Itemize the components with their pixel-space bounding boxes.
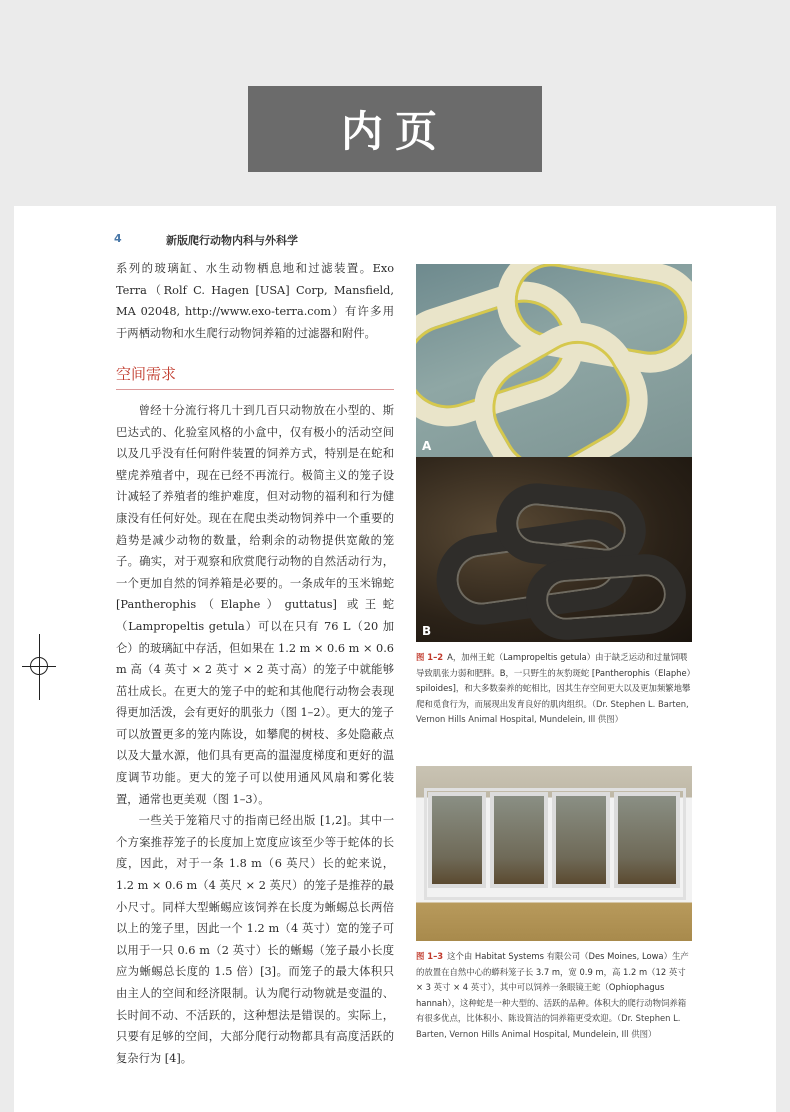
snake-coil-shape — [523, 552, 688, 642]
enclosure-panel — [614, 792, 680, 888]
banner-title: 内页 — [340, 107, 449, 156]
photo-label-b: B — [422, 624, 432, 638]
figure-caption — [416, 949, 692, 1043]
book-page — [14, 206, 776, 1112]
intro-paragraph: 系列的玻璃缸、水生动物栖息地和过滤装置。Exo Terra（Rolf C. Hagen [USA] Corp, Mansfield, MA 02048, http://www.exo-terra.com）有许多用于两栖动物和水生爬行动物饲养箱的过滤器和附件。 — [116, 262, 394, 340]
enclosure-panel — [552, 792, 610, 888]
banner — [248, 86, 542, 172]
figure-tag: 图 1–3 — [416, 950, 444, 961]
section-heading: 空间需求 — [116, 364, 394, 390]
book-title: 新版爬行动物内科与外科学 — [166, 234, 298, 247]
caption-text: A，加州王蛇（Lampropeltis getula）由于缺乏运动和过量饲喂导致肌张力弱和肥胖。B，一只野生的灰豹斑蛇 [Pantherophis（Elaphe）spiloides]，和大多数秦养的蛇相比，因其生存空间更大以及更加频繁地攀爬和觅食行为，而展现出发育良好的肌肉组织。 — [416, 652, 691, 709]
right-figure-column — [416, 264, 692, 1043]
caption-credit: （Dr. Stephen L. Barten, Vernon Hills Animal Hospital, Mundelein, Ill 供图） — [416, 1013, 681, 1039]
figure-photo-b — [416, 457, 692, 642]
figure-photo-c — [416, 766, 692, 941]
enclosure-panel — [490, 792, 548, 888]
left-text-column — [116, 258, 394, 1069]
figure-photo-a — [416, 264, 692, 457]
caption-credit: （Dr. Stephen L. Barten, Vernon Hills Animal Hospital, Mundelein, Ill 供图） — [416, 698, 689, 725]
body-paragraph: 曾经十分流行将几十到几百只动物放在小型的、斯巴达式的、化验室风格的小盒中，仅有极小的活动空间以及几乎没有任何附件装置的饲养方式，特别是在蛇和壁虎养殖者中，现在已经不再流行。极简主义的笼子设计减轻了养殖者的维护难度，但对动物的福利和行为健康没有任何好处。现在在爬虫类动物饲养中一个重要的趋势是减少动物的数量，给剩余的动物提供宽敞的笼子。确实，对于观察和欣赏爬行动物的自然活动行为，一个更加自然的饲养箱是必要的。一条成年的玉米锦蛇 [Pantherophis（Elaphe）guttatus] 或王蛇（Lampropeltis getula）可以在只有 76 L（20 加仑）的玻璃缸中存活，但如果在 1.2 m × 0.6 m × 0.6 m 高（4 英寸 × 2 英寸 × 2 英寸高）的笼子中就能够茁壮成长。在更大的笼子中的蛇和其他爬行动物会表现得更加活泼，会有更好的肌张力（图 1–2）。更大的笼子可以放置更多的笼内陈设，如攀爬的树枝、多处隐蔽点以及大量水源，他们具有更高的温湿度梯度和更好的温度调节功能。更大的笼子可以使用通风风扇和雾化装置，通常也更美观（图 1–3）。 — [116, 403, 394, 806]
crop-mark-icon — [22, 634, 56, 700]
body-paragraph: 一些关于笼箱尺寸的指南已经出版 [1,2]。其中一个方案推荐笼子的长度加上宽度应该至少等于蛇体的长度，因此，对于一条 1.8 m（6 英尺）长的蛇来说，1.2 m × 0.6 m（4 英尺 × 2 英尺）的笼子是推荐的最小尺寸。同样大型蜥蜴应该饲养在长度为蜥蜴总长两倍以上的笼子里，因此一个 1.2 m（4 英寸）宽的笼子可以用于一只 0.6 m（2 英寸）长的蜥蜴（笼子最小长度应为蜥蜴总长度的 1.5 倍）[3]。而笼子的最大体积只由主人的空间和经济限制。认为爬行动物就是变温的、长时间不动、不活跃的，这种想法是错误的。实际上，只要有足够的空间，大部分爬行动物都具有高度活跃的复杂行为 [4]。 — [116, 814, 394, 1065]
enclosure-panel — [428, 792, 486, 888]
page-number: 4 — [114, 232, 122, 245]
figure-tag: 图 1–2 — [416, 652, 444, 662]
caption-text: 这个由 Habitat Systems 有限公司（Des Moines, Lowa）生产的放置在自然中心的蟒科笼子长 3.7 m，宽 0.9 m，高 1.2 m（12 英寸 × 3 英寸 × 4 英寸），其中可以饲养一条眼镜王蛇（Ophiophagus hannah），这种蛇是一种大型的、活跃的品种。体积大的爬行动物饲养箱有很多优点，比体积小、陈设简洁的饲养箱更受欢迎。 — [416, 950, 689, 1024]
figure-caption — [416, 650, 692, 728]
photo-label-a: A — [422, 439, 432, 453]
